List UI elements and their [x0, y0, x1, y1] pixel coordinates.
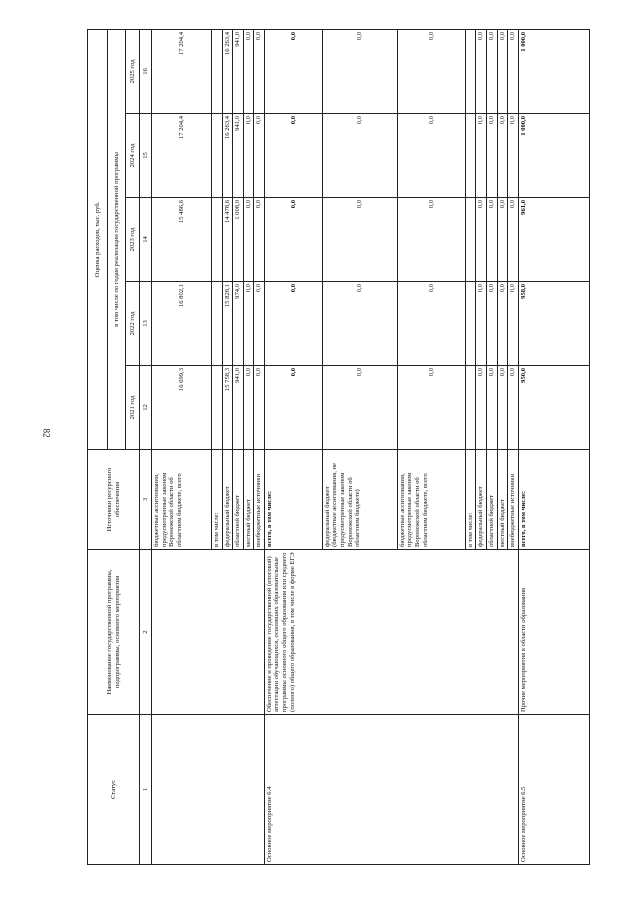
- cell-value: 0,0: [476, 366, 487, 450]
- cell-value: 0,0: [322, 29, 397, 113]
- source-label: областной бюджет: [233, 450, 244, 550]
- cell-value: 0,0: [264, 366, 322, 450]
- table-row: [518, 29, 589, 864]
- cell-value: 0,0: [243, 114, 254, 198]
- col-num: 3: [140, 450, 152, 550]
- col-num: 16: [140, 29, 152, 113]
- cell-value: 0,0: [487, 366, 498, 450]
- cell-value: 0,0: [508, 198, 519, 282]
- cell-value: 0,0: [476, 198, 487, 282]
- source-label: всего, в том числе:: [264, 450, 322, 550]
- cell-value: 0,0: [322, 282, 397, 366]
- cell-value: 941,0: [233, 114, 244, 198]
- cell-value: 0,0: [397, 198, 465, 282]
- source-label: всего, в том числе:: [518, 450, 589, 550]
- cell-value: 0,0: [497, 366, 508, 450]
- col-num: 12: [140, 366, 152, 450]
- cell-value: 0,0: [497, 282, 508, 366]
- cell-value: 16 263,4: [222, 29, 233, 113]
- header-name: Наименование государственной программы, подпрограммы, основного мероприятия: [88, 550, 140, 715]
- cell-value: 0,0: [487, 198, 498, 282]
- col-num: 15: [140, 114, 152, 198]
- cell-value: 0,0: [254, 366, 265, 450]
- source-label: бюджетные ассигнования, предусмотренные законом Воронежской области об областном бюджете, всего: [397, 450, 465, 550]
- cell-value: 0,0: [322, 198, 397, 282]
- source-label: федеральный бюджет (бюджетные ассигнования, не предусмотренные законом Воронежской области об областном бюджете): [322, 450, 397, 550]
- cell-value: 0,0: [264, 29, 322, 113]
- cell-value: 0,0: [243, 198, 254, 282]
- expenses-table: [87, 29, 590, 865]
- year-2021: 2021 год: [126, 366, 140, 450]
- cell-value: 0,0: [243, 366, 254, 450]
- cell-value: 17 204,4: [152, 114, 212, 198]
- cell-value: 0,0: [487, 282, 498, 366]
- source-label: местный бюджет: [243, 450, 254, 550]
- cell-value: 0,0: [508, 114, 519, 198]
- source-label: федеральный бюджет: [222, 450, 233, 550]
- cell-value: 0,0: [264, 198, 322, 282]
- year-2022: 2022 год: [126, 282, 140, 366]
- cell-value: 0,0: [397, 282, 465, 366]
- column-numbers-row: [140, 29, 152, 864]
- cell-value: 0,0: [264, 114, 322, 198]
- cell-value: 958,0: [518, 282, 589, 366]
- source-label: в том числе:: [212, 450, 223, 550]
- cell-value: 0,0: [254, 198, 265, 282]
- header-estimate: Оценка расходов, тыс. руб.: [88, 29, 108, 449]
- cell-value: 1 000,0: [518, 114, 589, 198]
- cell-value: 0,0: [508, 29, 519, 113]
- source-label: областной бюджет: [487, 450, 498, 550]
- measure-name: Обеспечение и проведение государственной (итоговой) аттестации обучающихся, освоивших образовательные программы основного общего образования или среднего (полного) общего образования, в том числе в форме ЕГЭ: [264, 550, 518, 715]
- cell-value: 0,0: [322, 114, 397, 198]
- status-cell: Основное мероприятие 6.4: [264, 715, 518, 865]
- cell-value: 0,0: [497, 29, 508, 113]
- cell-value: 15 758,3: [222, 366, 233, 450]
- cell-value: 1 008,0: [233, 198, 244, 282]
- cell-value: 0,0: [497, 114, 508, 198]
- cell-value: 941,0: [233, 366, 244, 450]
- cell-value: 0,0: [264, 282, 322, 366]
- cell-value: 15 828,1: [222, 282, 233, 366]
- table-row: [264, 29, 322, 864]
- year-2024: 2024 год: [126, 114, 140, 198]
- cell-value: 16 263,4: [222, 114, 233, 198]
- cell-value: 0,0: [322, 366, 397, 450]
- header-status: Статус: [88, 715, 140, 865]
- page-number: 82: [41, 428, 52, 438]
- col-num: 2: [140, 550, 152, 715]
- header-by-years: в том числе по годам реализации государственной программы: [108, 29, 126, 449]
- cell-value: 0,0: [397, 29, 465, 113]
- source-label: внебюджетные источники: [254, 450, 265, 550]
- table-row: [152, 29, 212, 864]
- cell-value: 0,0: [508, 366, 519, 450]
- source-label: местный бюджет: [497, 450, 508, 550]
- measure-name: Прочие мероприятия в области образования: [518, 550, 589, 715]
- cell-value: 0,0: [476, 282, 487, 366]
- cell-value: 0,0: [254, 114, 265, 198]
- cell-value: 0,0: [397, 114, 465, 198]
- cell-value: 0,0: [497, 198, 508, 282]
- year-2025: 2025 год: [126, 29, 140, 113]
- cell-value: 941,0: [233, 29, 244, 113]
- source-label: федеральный бюджет: [476, 450, 487, 550]
- rotated-page: [87, 30, 590, 865]
- cell-value: 961,0: [518, 198, 589, 282]
- col-num: 14: [140, 198, 152, 282]
- col-num: 1: [140, 715, 152, 865]
- source-label: в том числе:: [465, 450, 476, 550]
- cell-value: 0,0: [487, 114, 498, 198]
- cell-value: 0,0: [476, 114, 487, 198]
- col-num: 13: [140, 282, 152, 366]
- cell-value: 0,0: [254, 29, 265, 113]
- cell-value: 0,0: [243, 29, 254, 113]
- cell-value: 0,0: [254, 282, 265, 366]
- cell-value: 0,0: [243, 282, 254, 366]
- status-cell: Основное мероприятие 6.5: [518, 715, 589, 865]
- cell-value: 15 486,6: [152, 198, 212, 282]
- cell-value: 974,0: [233, 282, 244, 366]
- cell-value: 0,0: [397, 366, 465, 450]
- cell-value: 14 478,6: [222, 198, 233, 282]
- source-label: внебюджетные источники: [508, 450, 519, 550]
- year-2023: 2023 год: [126, 198, 140, 282]
- cell-value: 0,0: [476, 29, 487, 113]
- cell-value: 950,0: [518, 366, 589, 450]
- cell-value: 0,0: [508, 282, 519, 366]
- cell-value: 16 699,3: [152, 366, 212, 450]
- header-source: Источники ресурсного обеспечения: [88, 450, 140, 550]
- cell-value: 1 000,0: [518, 29, 589, 113]
- cell-value: 17 204,4: [152, 29, 212, 113]
- source-label: бюджетные ассигнования, предусмотренные законом Воронежской области об областном бюджете, всего: [152, 450, 212, 550]
- cell-value: 0,0: [487, 29, 498, 113]
- cell-value: 16 802,1: [152, 282, 212, 366]
